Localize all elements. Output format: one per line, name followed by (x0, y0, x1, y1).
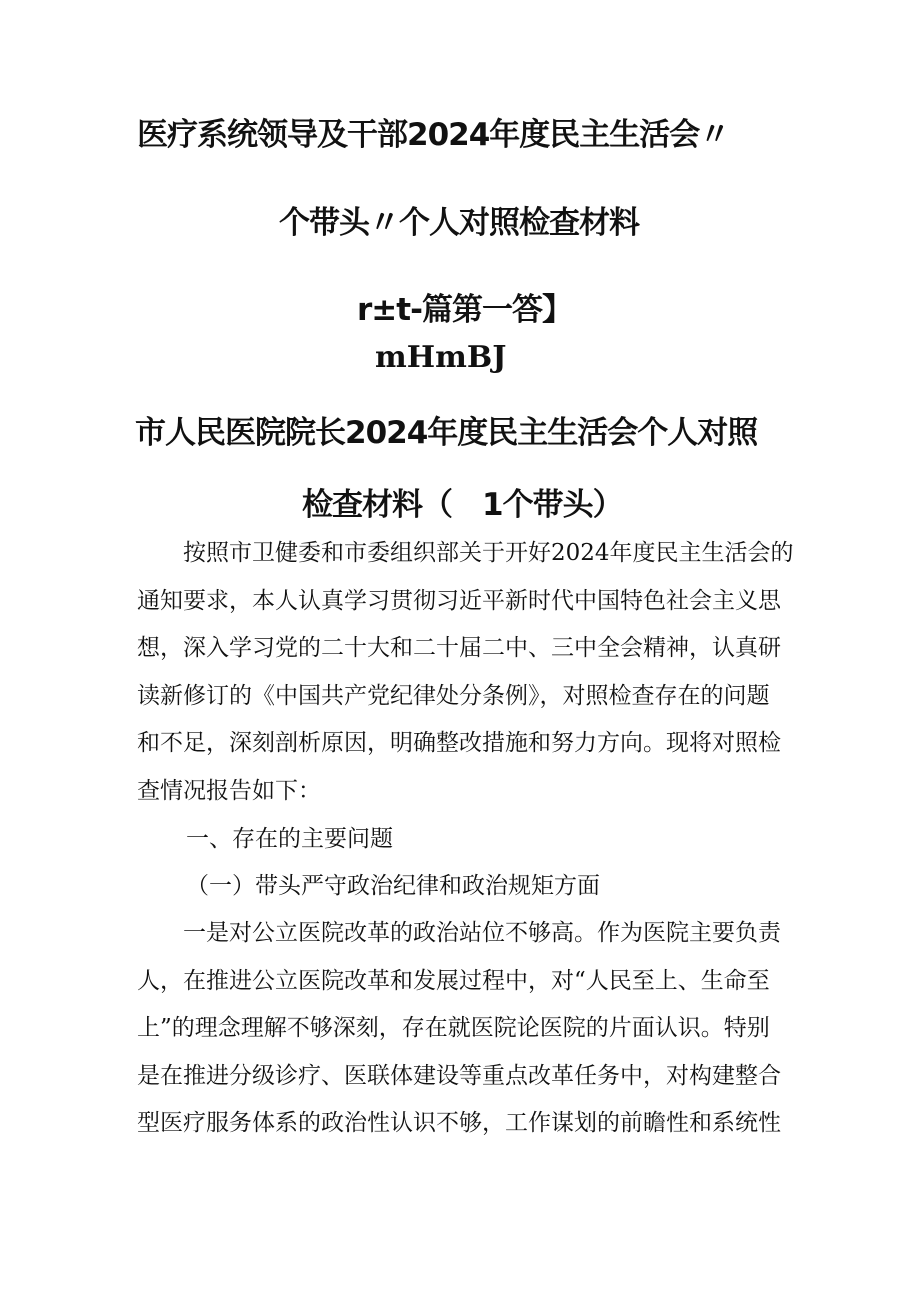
intro-paragraph (137, 530, 797, 816)
paragraph-line: 人，在推进公立医院改革和发展过程中，对“人民至上、生命至 (137, 967, 770, 994)
paragraph-line: 一是对公立医院改革的政治站位不够高。作为医院主要负责 (137, 920, 781, 946)
document-title-line-1: 医疗系统领导及干部2024年度民主生活会〃 (137, 117, 730, 153)
garbled-text-line-2: mHmBJ (375, 340, 507, 375)
paragraph-line: 通知要求，本人认真学习贯彻习近平新时代中国特色社会主义思 (137, 587, 781, 614)
document-subtitle-line-1: 市人民医院院长2024年度民主生活会个人对照 (135, 415, 758, 451)
subsection-heading: （一）带头严守政治纪律和政治规矩方面 (186, 873, 600, 899)
paragraph-line: 是在推进分级诊疗、医联体建设等重点改革任务中，对构建整合 (137, 1062, 781, 1089)
document-title-line-2: 个带头〃个人对照检查材料 (279, 205, 639, 241)
paragraph-line: 和不足，深刻剖析原因，明确整改措施和努力方向。现将对照检 (137, 730, 781, 757)
paragraph-line: 想，深入学习党的二十大和二十届二中、三中全会精神，认真研 (137, 635, 781, 662)
body-paragraph (137, 910, 797, 1148)
paragraph-line: 型医疗服务体系的政治性认识不够，工作谋划的前瞻性和系统性 (137, 1110, 781, 1137)
garbled-text-line-1: r±t-篇第一答】 (357, 292, 572, 328)
section-heading: 一、存在的主要问题 (186, 826, 393, 852)
paragraph-line: 上”的理念理解不够深刻，存在就医院论医院的片面认识。特别 (137, 1015, 770, 1042)
paragraph-line: 读新修订的《中国共产党纪律处分条例》，对照检查存在的问题 (137, 682, 770, 709)
document-subtitle-line-2: 检查材料（ 1个带头） (302, 487, 623, 523)
paragraph-line: 按照市卫健委和市委组织部关于开好2024年度民主生活会的 (137, 540, 794, 566)
paragraph-line: 查情况报告如下： (137, 777, 321, 804)
